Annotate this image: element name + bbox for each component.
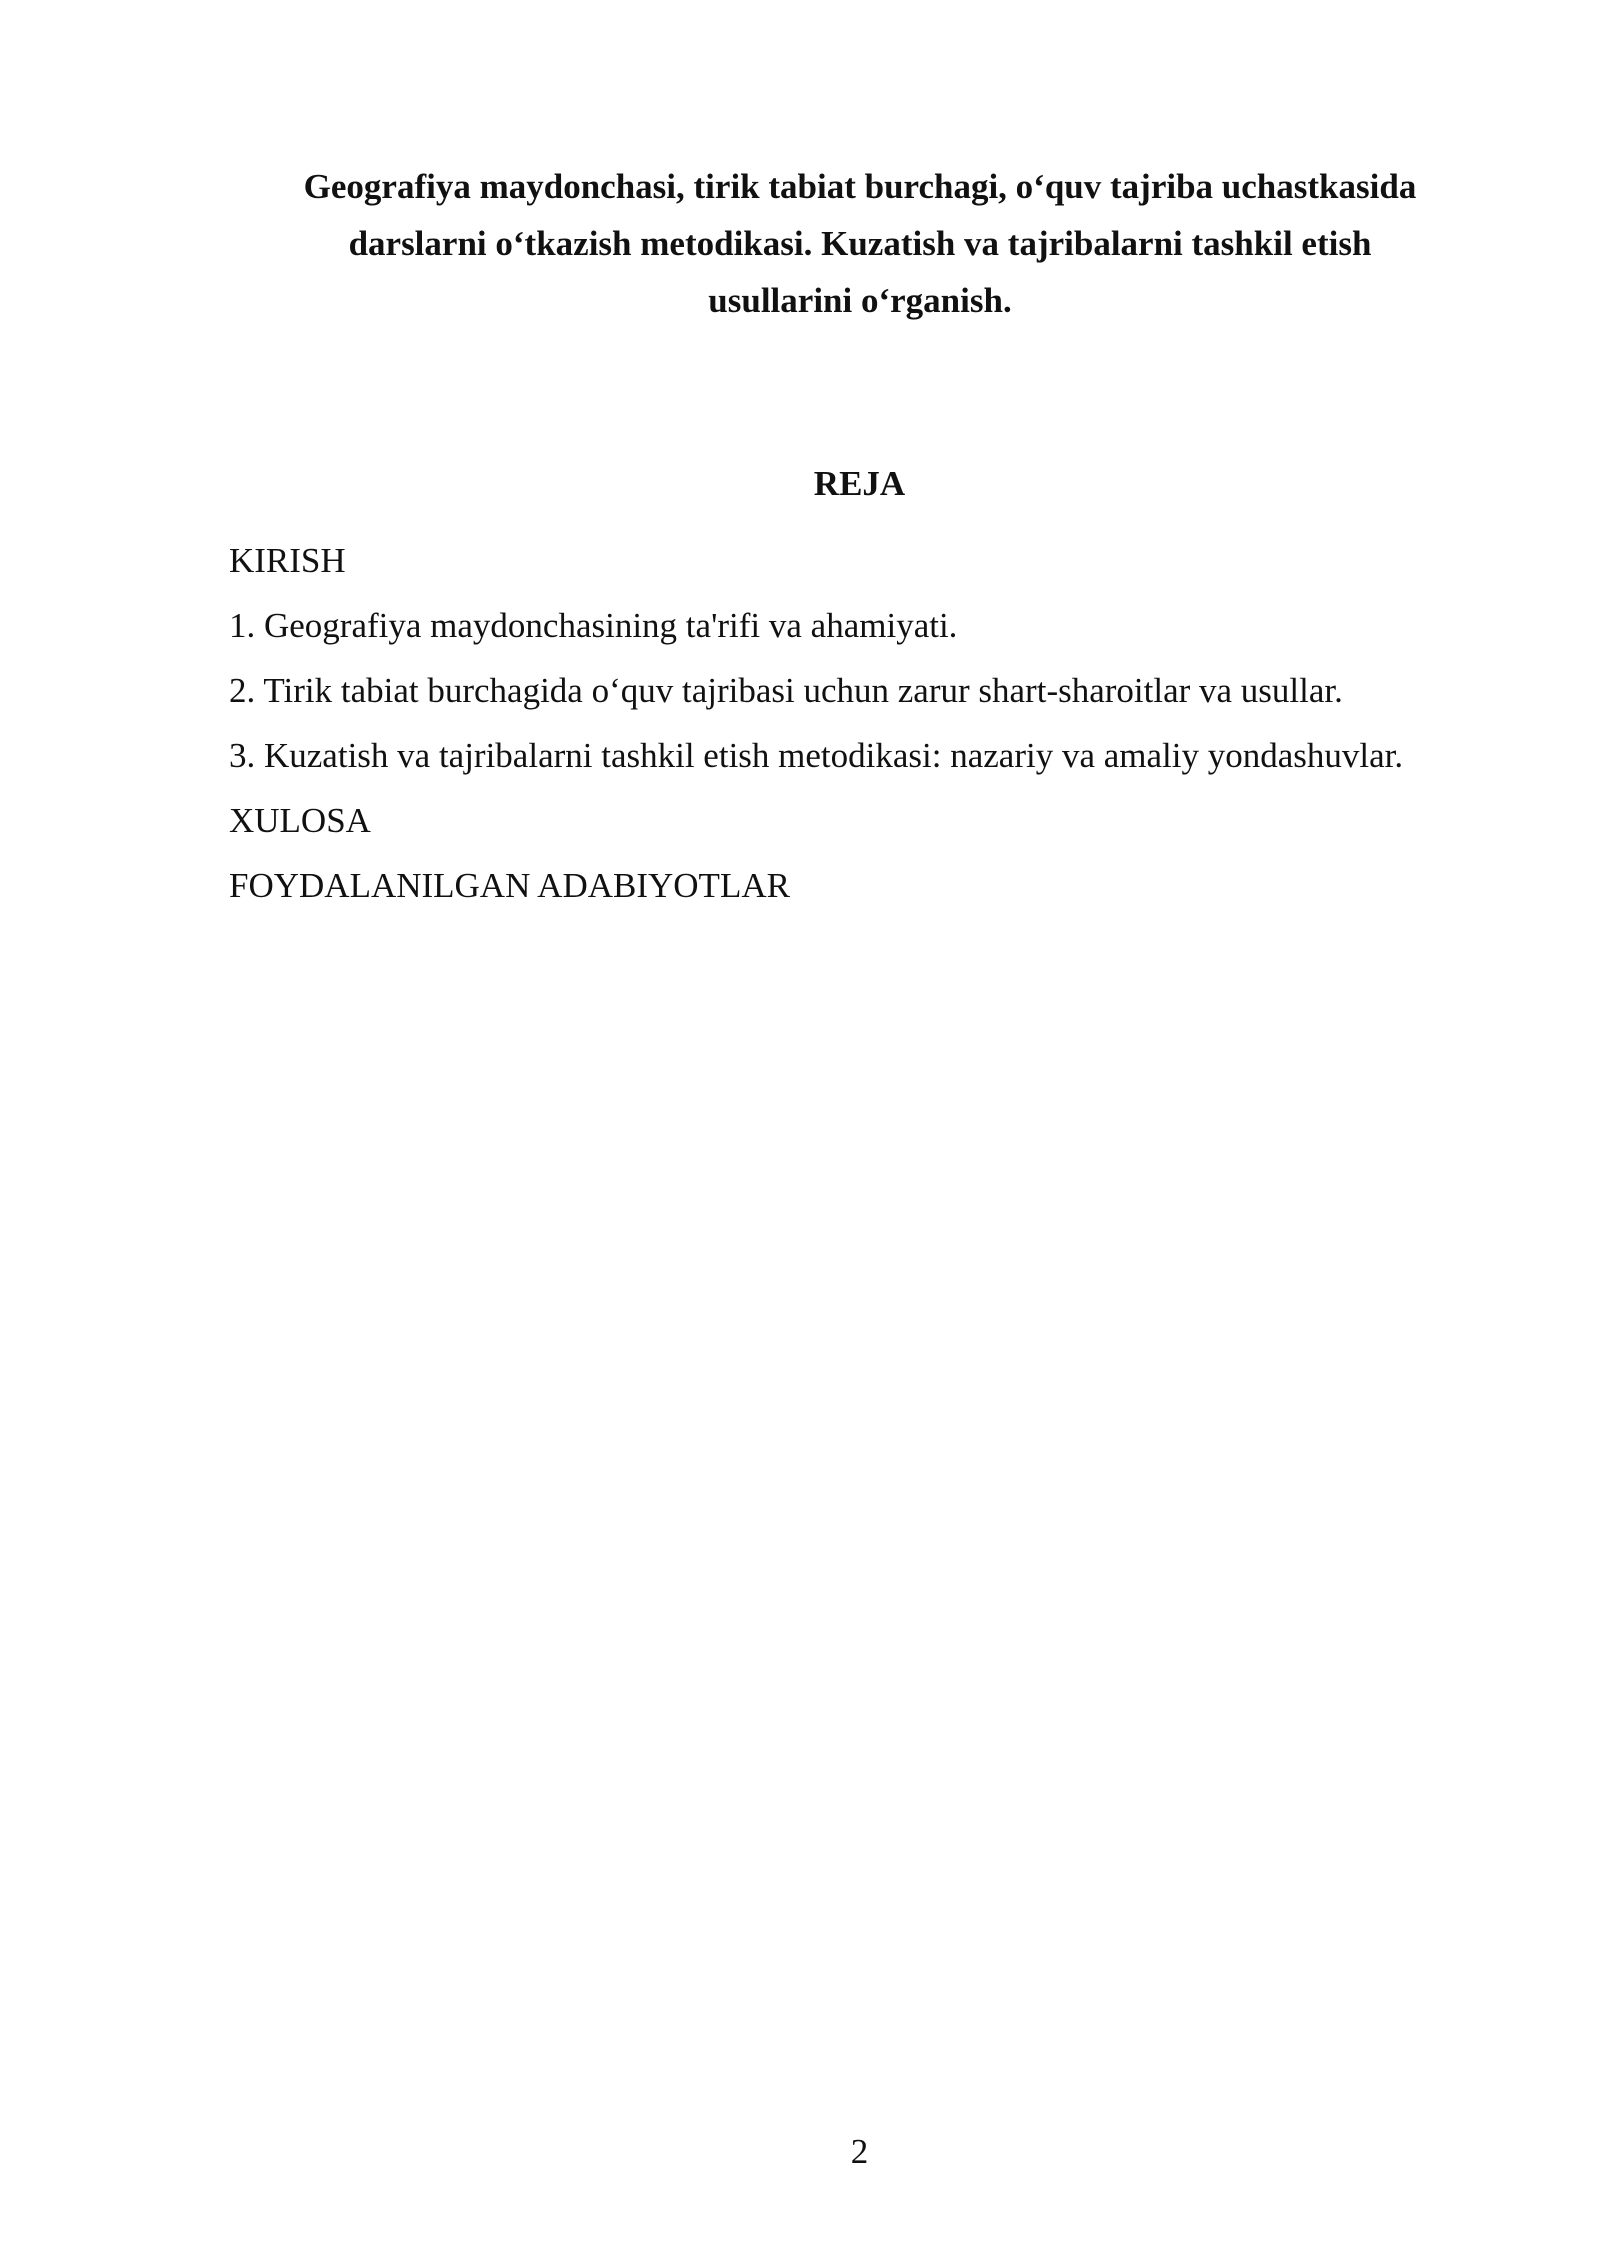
title-line: usullarini o‘rganish. [708, 281, 1012, 320]
plan-item-3: 3. Kuzatish va tajribalarni tashkil etish metodikasi: nazariy va amaliy yondashuvlar. [229, 736, 1404, 775]
plan-item-conclusion: XULOSA [229, 801, 371, 840]
plan-heading: REJA [813, 464, 906, 503]
page-number: 2 [850, 2132, 869, 2171]
plan-item-references: FOYDALANILGAN ADABIYOTLAR [229, 866, 790, 905]
document-title [230, 158, 1490, 329]
plan-item-2: 2. Tirik tabiat burchagida o‘quv tajribasi uchun zarur shart-sharoitlar va usullar. [229, 671, 1343, 710]
plan-item-introduction: KIRISH [229, 541, 346, 580]
title-line: darslarni o‘tkazish metodikasi. Kuzatish va tajribalarni tashkil etish [348, 224, 1372, 263]
plan-list [229, 532, 1489, 922]
plan-item-1: 1. Geografiya maydonchasining ta'rifi va ahamiyati. [229, 606, 958, 645]
title-line: Geografiya maydonchasi, tirik tabiat burchagi, o‘quv tajriba uchastkasida [303, 167, 1417, 206]
